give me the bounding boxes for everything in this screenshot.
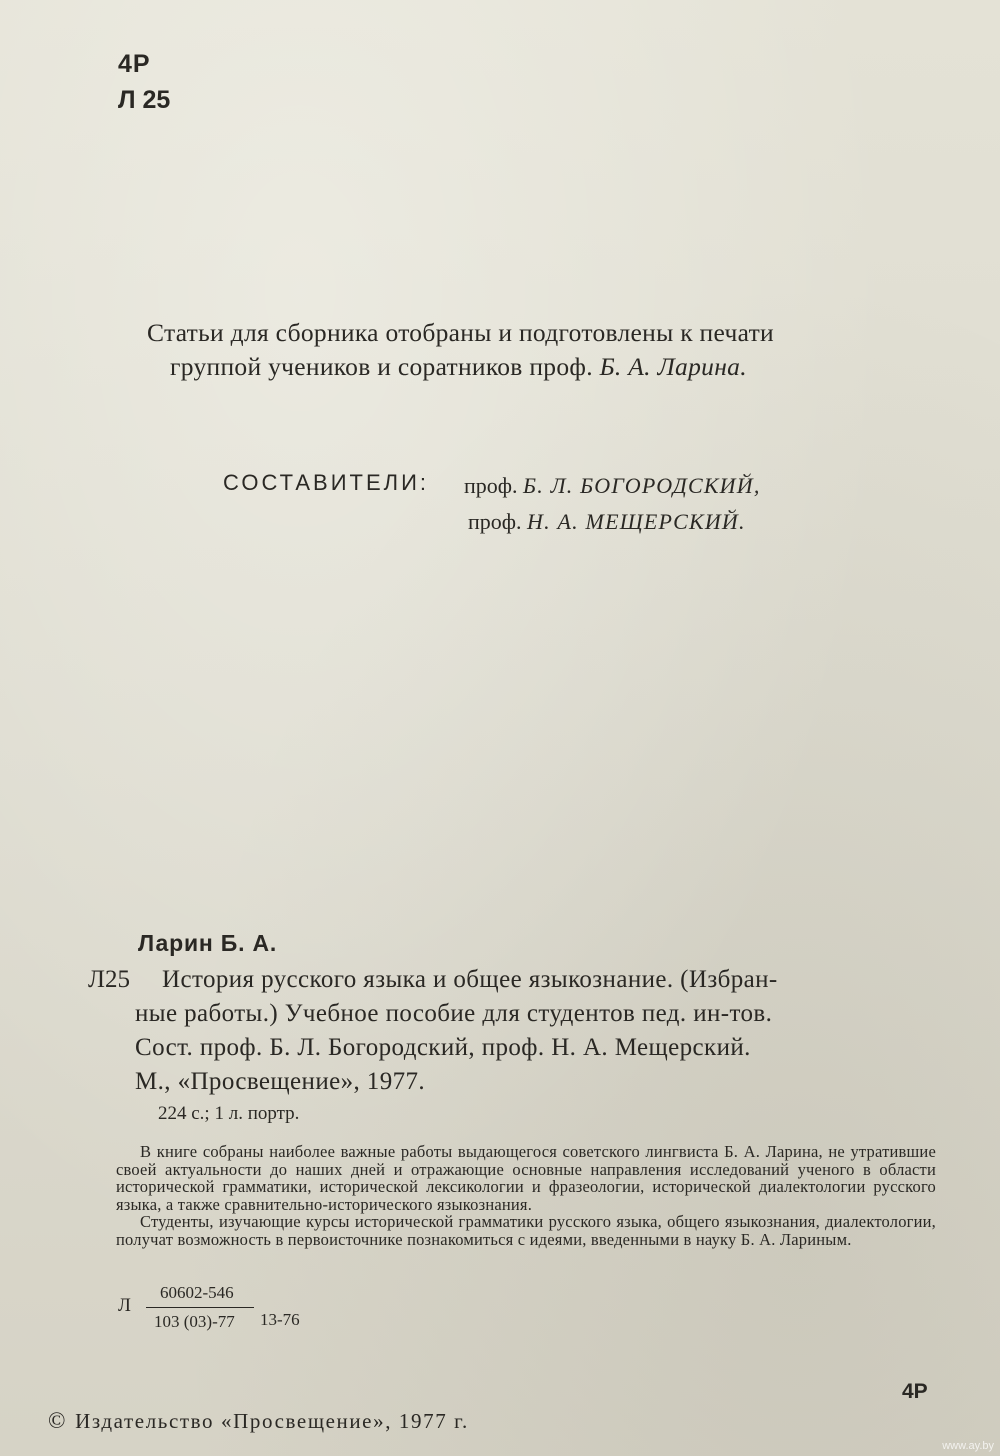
editorial-note-author: Б. А. Ларина. <box>599 352 747 381</box>
classification-index: Л 25 <box>118 86 171 114</box>
annotation-paragraph-2: Студенты, изучающие курсы исторической грамматики русского языка, общего языкознания, диалектологии, получат возможность в первоисточнике познакомиться с идеями, введенными в науку Б. А. Лариным. <box>116 1212 936 1249</box>
bibliography-line-4: М., «Просвещение», 1977. <box>135 1068 426 1095</box>
catalog-order: 13-76 <box>260 1310 300 1329</box>
compiler-2-title: проф. <box>468 509 522 534</box>
bibliography-author: Ларин Б. А. <box>138 930 278 956</box>
compiler-1-title: проф. <box>464 473 518 498</box>
catalog-denominator: 103 (03)-77 <box>154 1312 235 1331</box>
bibliography-line-2: ные работы.) Учебное пособие для студентов пед. ин-тов. <box>135 1000 773 1027</box>
classification-code: 4Р <box>118 50 151 78</box>
copyright-text: Издательство «Просвещение», 1977 г. <box>75 1409 469 1433</box>
compiler-1 <box>464 473 761 499</box>
compiler-2-name: Н. А. МЕЩЕРСКИЙ. <box>527 509 746 534</box>
bibliography-line-1: История русского языка и общее языкознание. (Избран- <box>162 966 778 993</box>
copyright-line <box>48 1408 469 1434</box>
site-watermark: www.ay.by <box>942 1440 994 1452</box>
editorial-note-prefix: группой учеников и соратников проф. <box>170 352 593 381</box>
compiler-2 <box>468 509 746 535</box>
catalog-numerator: 60602-546 <box>160 1283 234 1302</box>
editorial-note-line-1: Статьи для сборника отобраны и подготовлены к печати <box>147 318 774 347</box>
compilers-label: СОСТАВИТЕЛИ: <box>223 470 430 495</box>
bibliography-line-3: Сост. проф. Б. Л. Богородский, проф. Н. А. Мещерский. <box>135 1034 751 1061</box>
catalog-fraction-bar <box>146 1307 254 1308</box>
editorial-note-line-2 <box>170 352 747 382</box>
copyright-icon: © <box>48 1408 68 1433</box>
bibliography-annotation <box>116 1143 936 1249</box>
compiler-1-name: Б. Л. БОГОРОДСКИЙ, <box>523 473 761 498</box>
bbk-code-bottom: 4Р <box>902 1380 928 1403</box>
catalog-letter: Л <box>118 1295 131 1316</box>
bibliography-index: Л25 <box>88 966 130 993</box>
bibliography-pages: 224 с.; 1 л. портр. <box>158 1103 300 1124</box>
annotation-paragraph-1: В книге собраны наиболее важные работы выдающегося советского лингвиста Б. А. Ларина, не утратившие своей актуальности до наших дней и отражающие основные направления исследований ученого в области исторической грамматики, исторической лексикологии и фразеологии, исторической диалектологии русского языка, а также сравнительно-исторического языкознания. <box>116 1142 936 1214</box>
